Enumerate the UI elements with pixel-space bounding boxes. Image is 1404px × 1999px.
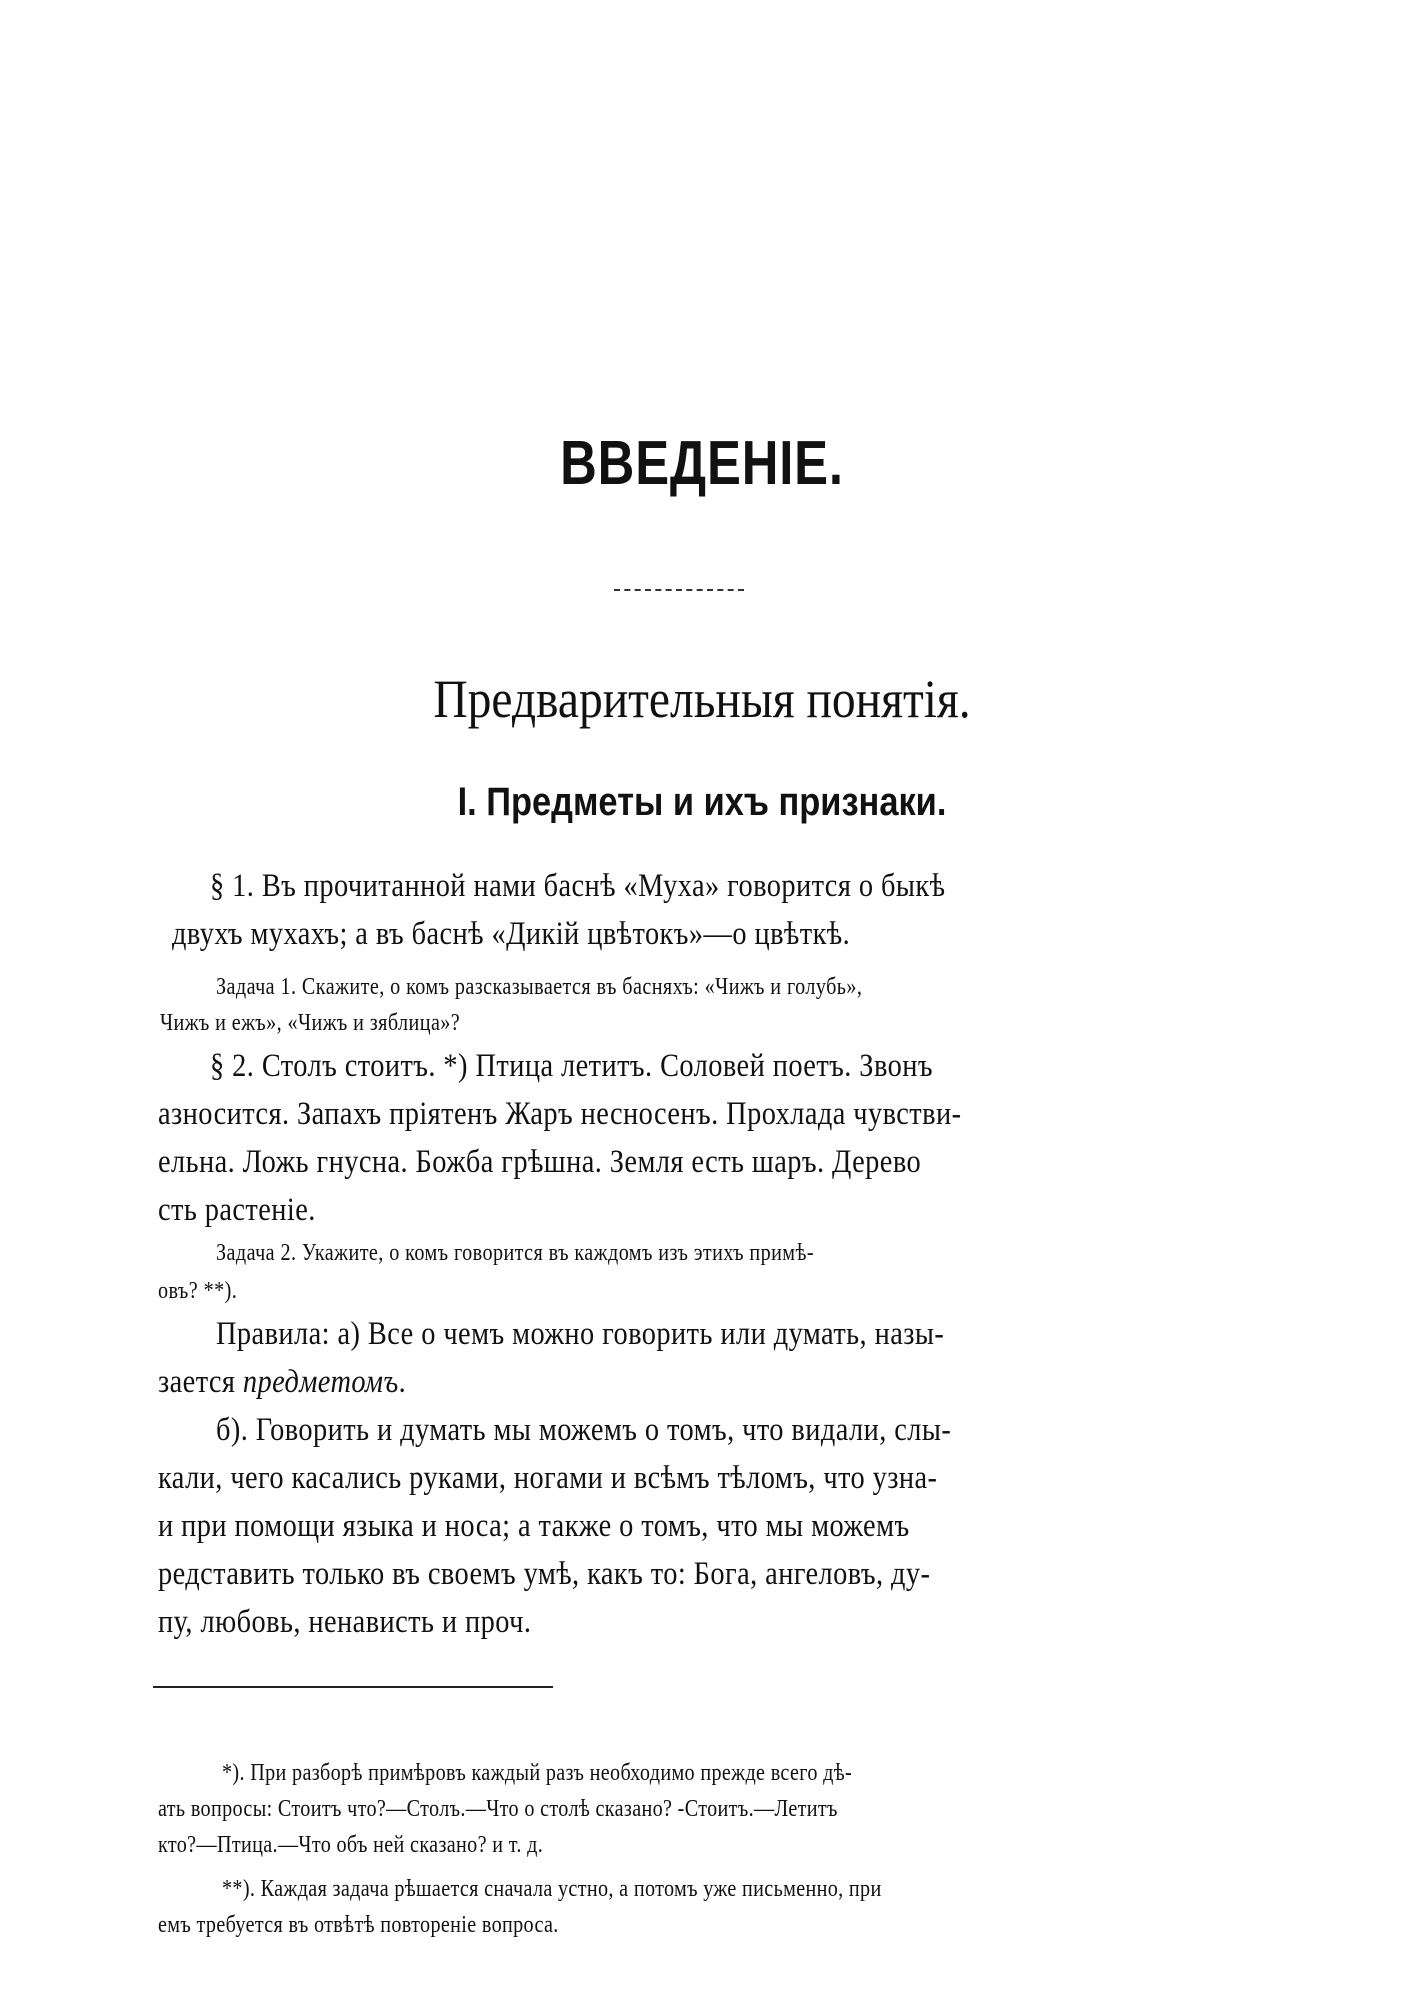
footnote-divider [153, 1686, 553, 1688]
rule-b-line-5: пу, любовь, ненависть и проч. [158, 1604, 532, 1640]
rule-b-line-3: и при помощи языка и носа; а также о томъ, что мы можемъ [158, 1508, 910, 1544]
footnote-2-line-1: **). Каждая задача рѣшается сначала устно, а потомъ уже письменно, при [222, 1876, 882, 1902]
page-title: ВВЕДЕНІЕ. [560, 429, 844, 498]
paragraph-2-line-1: § 2. Столъ стоитъ. *) Птица летитъ. Соловей поетъ. Звонъ [210, 1048, 933, 1084]
title-divider [614, 589, 744, 591]
footnote-1-line-3: кто?—Птица.—Что объ ней сказано? и т. д. [158, 1832, 544, 1858]
rule-b-line-4: редставить только въ своемъ умѣ, какъ то: Бога, ангеловъ, ду- [158, 1556, 931, 1592]
footnote-1-line-2: ать вопросы: Стоитъ что?—Столъ.—Что о столѣ сказано? -Стоитъ.—Летитъ [158, 1796, 838, 1822]
paragraph-2-line-4: сть растеніе. [158, 1192, 316, 1228]
rule-a-line-2-end: . [398, 1364, 407, 1400]
task-1-line-2: Чижъ и ежъ», «Чижъ и зяблица»? [160, 1010, 461, 1036]
subsection-title: I. Предметы и ихъ признаки. [457, 780, 947, 824]
task-1-line-1: Задача 1. Скажите, о комъ разсказывается въ басняхъ: «Чижъ и голубь», [216, 974, 863, 1000]
rule-b-line-2: кали, чего касались руками, ногами и всѣмъ тѣломъ, что узна- [158, 1460, 938, 1496]
task-2-line-1: Задача 2. Укажите, о комъ говорится въ каждомъ изъ этихъ примѣ- [216, 1240, 814, 1266]
paragraph-2-line-3: ельна. Ложь гнусна. Божба грѣшна. Земля есть шаръ. Дерево [158, 1144, 922, 1180]
paragraph-2-line-2: азносится. Запахъ пріятенъ Жаръ несносенъ. Прохлада чувстви- [158, 1096, 962, 1132]
rule-a-line-1: Правила: а) Все о чемъ можно говорить или думать, назы- [216, 1316, 945, 1352]
term-predmet: предметомъ [242, 1364, 399, 1400]
footnote-1-line-1: *). При разборѣ примѣровъ каждый разъ необходимо прежде всего дѣ- [222, 1760, 853, 1786]
task-2-line-2: овъ? **). [158, 1278, 238, 1304]
paragraph-1-line-2: двухъ мухахъ; а въ баснѣ «Дикій цвѣтокъ»—о цвѣткѣ. [172, 916, 851, 952]
rule-a-line-2 [158, 1364, 406, 1401]
rule-b-line-1: б). Говорить и думать мы можемъ о томъ, что видали, слы- [216, 1412, 952, 1448]
rule-a-line-2-text: зается [158, 1364, 243, 1400]
paragraph-1-line-1: § 1. Въ прочитанной нами баснѣ «Муха» говорится о быкѣ [210, 868, 946, 904]
section-title: Предварительныя понятія. [433, 669, 971, 729]
footnote-2-line-2: емъ требуется въ отвѣтѣ повтореніе вопроса. [158, 1912, 559, 1938]
